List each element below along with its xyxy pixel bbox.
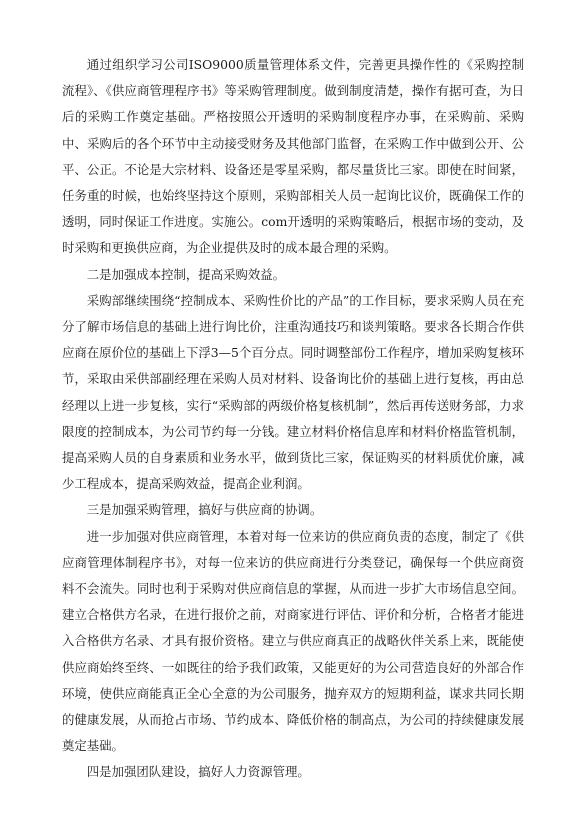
section-heading-supplier-coordination: 三是加强采购管理，搞好与供应商的协调。 bbox=[86, 502, 323, 518]
body-paragraph-supplier-management: 进一步加强对供应商管理，本着对每一位来访的供应商负责的态度，制定了《供应商管理体制程序书》，对每一位来访的供应商进行分类登记，确保每一个供应商资料不会流失。同时也利于采购对供应商信息的掌握，从而进一步扩大市场信息空间。建立合格供方名录，在进行报价之前，对商家进行评估、评价和分析，合格者才能进入合格供方名录、才具有报价资格。建立与供应商真正的战略伙伴关系上来，既能使供应商始终至终、一如既往的给予我们政策，又能更好的为公司营造良好的外部合作环境，使供应商能真正全心全意的为公司服务，抛弃双方的短期利益，谋求共同长期的健康发展，从而抢占市场、节约成本、降低价格的制高点，为公司的持续健康发展奠定基础。 bbox=[62, 528, 524, 754]
section-heading-cost-control: 二是加强成本控制，提高采购效益。 bbox=[86, 266, 286, 282]
section-heading-team-building: 四是加强团队建设，搞好人力资源管理。 bbox=[86, 764, 310, 780]
body-paragraph-cost-control: 采购部继续围绕“控制成本、采购性价比的产品”的工作目标，要求采购人员在充分了解市场信息的基础上进行询比价，注重沟通技巧和谈判策略。要求各长期合作供应商在原价位的基础上下浮3—5个百分点。同时调整部份工作程序，增加采购复核环节，采取由采供部副经理在采购人员对材料、设备询比价的基础上进行复核，再由总经理以上进一步复核，实行“采购部的两级价格复核机制”，然后再传送财务部，力求限度的控制成本，为公司节约每一分钱。建立材料价格信息库和材料价格监管机制，提高采购人员的自身素质和业务水平，做到货比三家，保证购买的材料质优价廉，减少工程成本，提高采购效益，提高企业利润。 bbox=[62, 292, 524, 492]
body-paragraph-iso9000: 通过组织学习公司ISO9000质量管理体系文件，完善更具操作性的《采购控制流程》、《供应商管理程序书》等采购管理制度。做到制度清楚，操作有据可查，为日后的采购工作奠定基础。严格按照公开透明的采购制度程序办事，在采购前、采购中、采购后的各个环节中主动接受财务及其他部门监督，在采购工作中做到公开、公平、公正。不论是大宗材料、设备还是零星采购，都尽量货比三家。即使在时间紧，任务重的时候，也始终坚持这个原则，采购部相关人员一起询比议价，既确保工作的透明，同时保证工作进度。实施公。com开透明的采购策略后，根据市场的变动，及时采购和更换供应商，为企业提供及时的成本最合理的采购。 bbox=[62, 57, 524, 256]
